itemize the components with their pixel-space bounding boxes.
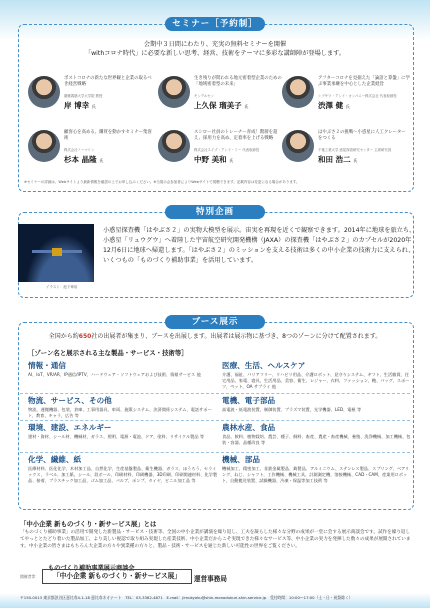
zone-item	[28, 454, 218, 483]
about-title: 「中小企業 新ものづくり・新サービス展」とは	[20, 520, 157, 528]
zone-name: 物流、サービス、その他	[28, 396, 112, 405]
organizer-small: 開催者等：	[20, 574, 39, 579]
zone-item	[222, 360, 412, 389]
zone-desc: 医療材料、医化化学、木材加工品、自然化学、生産基盤製品、衛生機器、ガラス、ほうろう、セラミックス、ラベル、加工紙、シール、段ボール、印刷材料、印刷機器、3D印刷、印刷関連材料、化学製品、接着、プラスチック加工品、ゴム加工品、バルブ、ポンプ、タイヤ、ビニル加工品 等	[28, 466, 218, 483]
booth-badge: ブース展示	[165, 315, 265, 329]
speaker-honorific: 氏	[91, 104, 96, 109]
speaker-name-text: 渋澤 健	[318, 101, 344, 110]
speaker-photo	[158, 130, 190, 162]
speaker-card	[158, 76, 286, 116]
speaker-name-text: 杉本 晶隆	[64, 155, 97, 164]
speaker-honorific: 氏	[99, 158, 104, 163]
about-text: 「ものづくり補助事業」の活用で開発した新製品・サービス・技術等、全国の中小企業が講演を繰り返し、工夫を凝らした様々な分野の成果が一堂に会する展示商談会です。試作を繰り返してやっととたどり着いた製品加工、より美しい視認で取り組み実現した産業技術、中小企業だからこそ実現できた様々なサービス等、中小企業の実力を発揮した数々の成果が展開されています。中小企業の皆さまはもちろん大企業の方々や異業種の方々と、製品・技術・サービスを通じた新しい可能性の世界をご覧ください。	[20, 530, 411, 550]
speaker-honorific: 氏	[229, 158, 234, 163]
speaker-name-text: 和田 浩二	[318, 155, 351, 164]
speaker-honorific: 氏	[353, 158, 358, 163]
speaker-name	[318, 154, 357, 165]
zone-name: 機械、部品	[222, 455, 260, 464]
booth-lead-number: 650	[78, 333, 92, 340]
seminar-lead	[20, 40, 410, 58]
organizer-label: ものづくり補助事業展示商談会	[48, 565, 135, 572]
speaker-name	[64, 154, 103, 165]
illustration-caption: イラスト：池下章裕	[46, 285, 78, 289]
speaker-name-text: 岸 博幸	[64, 101, 90, 110]
seminar-badge-tag: ［予約制］	[210, 19, 258, 29]
zone-item	[28, 422, 218, 440]
zone-desc: AI、IoT、VR/AR、IP通信/IPTV、ハードウェア・ソフトウェアおよび技術、情報サービス 他	[28, 372, 201, 377]
speaker-card	[282, 76, 410, 116]
zone-name: 医療、生活、ヘルスケア	[222, 361, 306, 370]
seminar-lead-2: 「withコロナ時代」に必要な新しい思考、経営、技術をテーマに多彩な講師陣が登場します。	[84, 50, 346, 57]
footer-bar	[0, 593, 430, 608]
zone-desc: 介護、福祉、バリアフリー、リハビリ用品、介護ロボット、見守りシステム、ギフト、生活雑貨、住宅用品、家電、寝具、生活用品、美容、衛生、レジャー、衣料、ファッション、鞄、バッグ、スポーツ、ペット、OA サプライ 他	[222, 372, 410, 389]
speaker-topic: はやぶさ２の挑戦～小惑星に人工クレーターをつくる	[318, 130, 406, 141]
zone-desc: 食品、飲料、植物栽培、農芸、種子、飼料、畜産、農産・畜産機械、養殖、洗浄機械、加工機械、包装・容器、品種改良 等	[222, 434, 411, 445]
speaker-topic: 生き残りが問われる地元密着型企業のための「地域密着型の未来」	[194, 76, 282, 87]
speaker-org: 慶應義塾大学大学院 教授	[64, 94, 103, 98]
speaker-org: 千葉工業大学 惑星探査研究センター 主席研究員	[318, 148, 392, 152]
zone-desc: 高電波・低電波装置、制御装置、プラズマ装置、光学機器、LED、電極 等	[222, 407, 362, 412]
booth-lead-suffix: の出展者が集まり、ブースを出展します。出展者は展示物に基づき、8つのゾーンに分けて配置されます。	[97, 333, 382, 340]
zone-item	[222, 454, 412, 483]
speaker-photo	[158, 76, 190, 108]
zone-item	[28, 360, 218, 378]
speaker-name	[194, 154, 233, 165]
speaker-name	[318, 100, 350, 111]
speaker-topic: 顧客心を高める、購買を動かすセミナー集客術	[64, 130, 152, 141]
zone-desc: 建材・資材、シール材、機械材、ガラス、照明、電源・電池、ドア、塗料、リサイクル製品 等	[28, 434, 205, 439]
seminar-badge	[165, 17, 265, 31]
speaker-name	[64, 100, 96, 111]
speaker-org: モンデルセン	[194, 94, 215, 98]
speaker-honorific: 氏	[345, 104, 350, 109]
speaker-card	[28, 130, 156, 170]
booth-lead-unit: 社	[91, 333, 98, 340]
zone-name: 情報・通信	[28, 361, 66, 370]
speaker-card	[158, 130, 286, 170]
seminar-note: ※セミナーの詳細は、Webサイトより最新情報を確認の上でお申し込みください。※当展示会参加者によりWebサイトで視聴できます。記載内容は変更になる場合があります。	[24, 180, 300, 184]
footer-contact: 〒150-0013 東京都渋谷区恵比寿4-1-18 恵比寿ネオナート TEL：03-3362-4871 E-mail：jimukyoku@shin-monodukuri-shin-service.jp 受付時間：10:00～17:00（土・日・祝祭除く）	[20, 595, 353, 600]
organizer-name-box: 「中小企業 新ものづくり・新サービス展」	[42, 569, 192, 584]
speaker-name	[194, 100, 248, 111]
zone-title: ［ゾーン名と展示される主な製品・サービス・技術等］	[28, 349, 188, 357]
zone-desc: 機械加工、精密加工、非鉄金属製品、鋳製品、アルミニウム、ステンレス製品、スプリング、ベアリング、ねじ、シャフト、工作機械、機械工具、計測測定機、溶接機械、CAD・CAM、産業用ロボット、自動搬送装置、試験機器、冷凍・保温等加工技術 等	[222, 466, 410, 483]
speaker-topic: スシロー社員のトレーナー育成！階層を超え、採用力を高め、定着率を上げる戦略	[194, 130, 278, 141]
booth-lead-prefix: 全国から約	[48, 333, 79, 340]
zone-divider	[20, 420, 410, 421]
zone-divider	[20, 393, 410, 394]
speaker-topic: ポストコロナの新たな世界観と企業の取るべき経営戦略	[64, 76, 152, 87]
speaker-photo	[282, 130, 314, 162]
speaker-card	[282, 130, 410, 170]
zone-desc: 物流、運搬機器、包装、倉庫、工事用器具、車両、施策システム、決済関係システム、電話サポート、教育、キャラ、広告 等	[28, 407, 212, 418]
speaker-photo	[282, 76, 314, 108]
zone-name: 化学、繊維、紙	[28, 455, 82, 464]
speaker-photo	[28, 76, 60, 108]
zone-divider	[20, 452, 410, 453]
speaker-honorific: 氏	[244, 104, 249, 109]
speaker-topic: アフターコロナを見据えた「論語と算盤」に学ぶ事業承継を中心とした企業経営	[318, 76, 410, 87]
organizer-suffix: 運営事務局	[194, 575, 227, 583]
seminar-badge-text: セミナー	[172, 19, 211, 29]
speaker-name-text: 上久保 瑠美子	[194, 101, 242, 110]
zone-name: 電機、電子部品	[222, 396, 276, 405]
speaker-photo	[28, 130, 60, 162]
probe-body	[52, 248, 62, 256]
speaker-org: シブサワ・アンド・カンパニー株式会社 代表取締役	[318, 94, 397, 98]
booth-lead	[20, 332, 410, 341]
seminar-lead-1: 会期中３日間にわたり、充実の無料セミナーを開催	[143, 41, 287, 48]
speaker-name-text: 中野 美和	[194, 155, 227, 164]
zone-name: 環境、建設、エネルギー	[28, 423, 112, 432]
speaker-org: 株式会社スイブ・アンド・ミー 代表取締役	[194, 148, 260, 152]
special-text: 小惑星探査機「はやぶさ２」の実物大模型を展示。宙実を再現を近くで観察できます。2014年に地球を旅立ち、小惑星「リュウグウ」へ着陸した宇宙航空研究開発機構（JAXA）の探査機「はやぶさ２」のカプセルが2020年12月6日に地球へ帰還します。「はやぶさ２」のミッションを支える技術は多くの中小企業の技術力に支えられ、いくつもの「ものづくり補助事業」を活用しています。	[103, 227, 416, 264]
zone-item	[28, 395, 218, 419]
special-badge: 特別企画	[165, 205, 265, 219]
hayabusa2-illustration	[18, 224, 94, 282]
speaker-org: 株式会社ノーマリン	[64, 148, 95, 152]
zone-name: 農林水産、食品	[222, 423, 276, 432]
speaker-card	[28, 76, 156, 116]
zone-item	[222, 395, 412, 413]
zone-item	[222, 422, 412, 446]
